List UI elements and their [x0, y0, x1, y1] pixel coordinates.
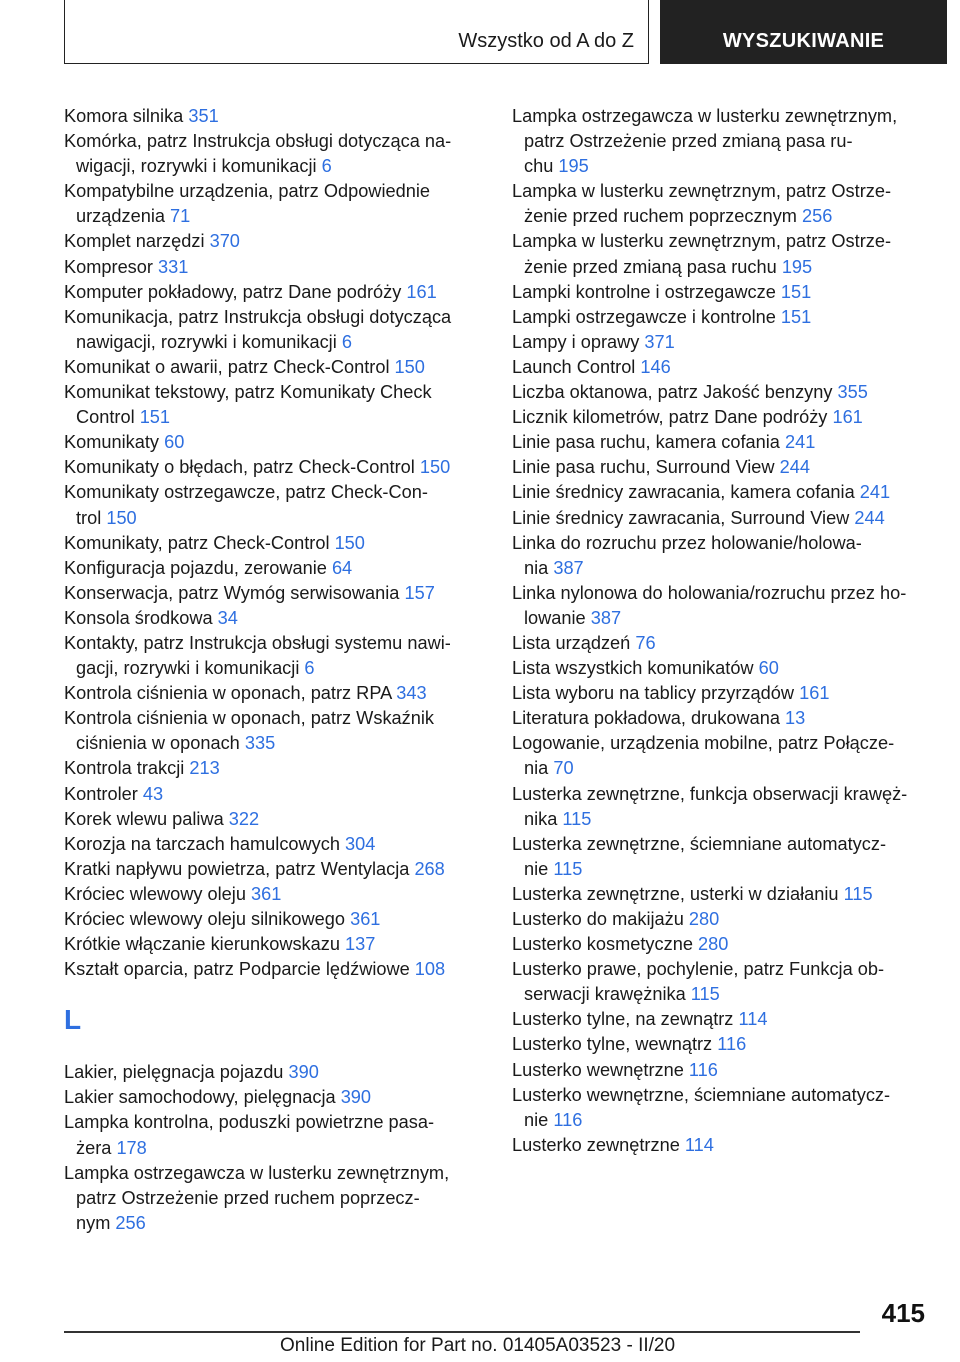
index-entry-term: Kontrola trakcji — [64, 758, 190, 779]
index-entry-term: Linka nylonowa do holowania/rozruchu przez ho- lowanie — [512, 582, 907, 628]
index-entry-term: Lusterko tylne, wewnątrz — [512, 1034, 718, 1055]
index-entry — [64, 807, 484, 832]
page-reference-link[interactable]: 387 — [553, 557, 584, 578]
index-entry-term: Komora silnika — [64, 106, 189, 126]
index-entry-term: Kontrola ciśnienia w oponach, patrz Wskaźnik ciśnienia w oponach — [64, 708, 434, 754]
index-entry — [64, 531, 484, 556]
index-entry — [512, 1083, 932, 1133]
index-entry-term: Kompatybilne urządzenia, patrz Odpowiednie urządzenia — [64, 181, 430, 227]
index-entry — [512, 957, 932, 1007]
page-reference-link[interactable]: 64 — [331, 557, 353, 578]
page-reference-link[interactable]: 114 — [738, 1009, 768, 1030]
index-entry-term: Lusterko zewnętrzne — [512, 1134, 685, 1155]
index-entry-term: Króciec wlewowy oleju silnikowego — [64, 909, 351, 929]
index-entry-term: Lampka ostrzegawcza w lusterku zewnętrznym, patrz Ostrzeżenie przed zmianą pasa ru- chu — [512, 106, 898, 177]
index-entry-term: Lakier samochodowy, pielęgnacja — [64, 1087, 341, 1108]
index-entry — [64, 229, 484, 254]
edition-note: Online Edition for Part no. 01405A03523 - II/20 — [280, 1335, 676, 1356]
index-entry — [512, 1133, 932, 1158]
index-entry — [64, 631, 484, 681]
index-entry — [64, 756, 484, 781]
index-entry — [512, 832, 932, 882]
index-entry — [512, 1032, 932, 1057]
index-entry — [512, 706, 932, 731]
index-entry — [512, 907, 932, 932]
index-entry-term: Kontroler — [64, 783, 143, 804]
index-entry-term: Komunikat tekstowy, patrz Komunikaty Check Control — [64, 382, 432, 428]
index-entry — [512, 681, 932, 706]
index-entry-term: Lusterka zewnętrzne, usterki w działaniu — [512, 883, 844, 904]
index-entry — [512, 280, 932, 305]
page-reference-link[interactable]: 195 — [781, 256, 813, 277]
page-reference-link[interactable]: 13 — [784, 708, 806, 729]
index-entry — [64, 556, 484, 581]
page-number: 415 — [881, 1298, 925, 1328]
index-entry — [64, 1085, 484, 1110]
index-entry-term: Liczba oktanowa, patrz Jakość benzyny — [512, 382, 838, 403]
page-reference-link[interactable]: 361 — [350, 909, 381, 929]
index-entry — [512, 631, 932, 656]
page-reference-link[interactable]: 241 — [859, 482, 891, 503]
page-reference-link[interactable]: 76 — [635, 632, 656, 653]
page-reference-link[interactable]: 371 — [644, 331, 675, 352]
section-title: Wszystko od A do Z — [458, 30, 634, 52]
page-reference-link[interactable]: 213 — [189, 758, 220, 779]
page-reference-link[interactable]: 34 — [217, 607, 238, 628]
page-reference-link[interactable]: 390 — [288, 1062, 319, 1083]
index-entry — [512, 932, 932, 957]
index-entry — [512, 380, 932, 405]
index-entry-term: Kontakty, patrz Instrukcja obsługi systemu nawi- gacji, rozrywki i komunikacji — [64, 632, 451, 679]
index-entry-term: Lampki ostrzegawcze i kontrolne — [512, 306, 781, 327]
index-entry-term: Króciec wlewowy oleju — [64, 883, 251, 904]
page-reference-link[interactable]: 178 — [116, 1137, 147, 1158]
page-reference-link[interactable]: 322 — [228, 808, 260, 829]
index-entry — [512, 305, 932, 330]
page-reference-link[interactable]: 6 — [341, 331, 352, 352]
index-entry-term: Lusterko tylne, na zewnątrz — [512, 1009, 739, 1030]
page-reference-link[interactable]: 116 — [553, 1109, 583, 1130]
index-entry-term: Linie pasa ruchu, Surround View — [512, 457, 780, 478]
page-reference-link[interactable]: 355 — [837, 382, 868, 403]
index-entry — [64, 1060, 484, 1085]
page-reference-link[interactable]: 71 — [170, 206, 191, 227]
index-entry — [64, 430, 484, 455]
index-entry — [512, 1058, 932, 1083]
page-reference-link[interactable]: 351 — [188, 106, 219, 126]
index-entry — [512, 455, 932, 480]
page-reference-link[interactable]: 361 — [251, 883, 282, 904]
page-reference-link[interactable]: 151 — [780, 281, 812, 302]
index-entry — [64, 782, 484, 807]
index-entry-term: Komunikacja, patrz Instrukcja obsługi dotycząca nawigacji, rozrywki i komunikacji — [64, 306, 452, 352]
index-entry-term: Kratki napływu powietrza, patrz Wentylacja — [64, 858, 415, 879]
page-reference-link[interactable]: 150 — [334, 532, 365, 553]
index-entry — [512, 731, 932, 781]
index-entry-term: Lampy i oprawy — [512, 331, 645, 352]
index-entry — [64, 455, 484, 480]
index-entry — [64, 832, 484, 857]
index-entry-term: Komórka, patrz Instrukcja obsługi dotycząca na- wigacji, rozrywki i komunikacji — [64, 131, 452, 177]
index-entry — [64, 480, 484, 530]
page-reference-link[interactable]: 116 — [688, 1059, 718, 1080]
page-reference-link[interactable]: 115 — [690, 984, 720, 1005]
page-reference-link[interactable]: 256 — [115, 1212, 146, 1233]
index-entry — [512, 882, 932, 907]
index-entry — [512, 355, 932, 380]
index-entry — [64, 932, 484, 957]
page-reference-link[interactable]: 6 — [321, 156, 332, 177]
index-entry — [512, 506, 932, 531]
index-entry-term: Lusterko kosmetyczne — [512, 934, 698, 955]
page-reference-link[interactable]: 108 — [414, 959, 446, 980]
page-reference-link[interactable]: 280 — [688, 909, 720, 929]
index-entry-term: Komunikaty o błędach, patrz Check-Control — [64, 457, 420, 478]
index-entry-term: Lusterko do makijażu — [512, 909, 689, 929]
index-entry — [512, 179, 932, 229]
index-entry-term: Komunikaty ostrzegawcze, patrz Check-Con- trol — [64, 482, 428, 528]
page-reference-link[interactable]: 195 — [558, 156, 589, 177]
page-reference-link[interactable]: 151 — [780, 306, 812, 327]
index-entry-term: Lista urządzeń — [512, 632, 636, 653]
page-reference-link[interactable]: 161 — [832, 407, 863, 428]
index-group-l — [64, 1060, 484, 1236]
index-entry — [512, 405, 932, 430]
index-entry-term: Literatura pokładowa, drukowana — [512, 708, 785, 729]
index-entry-term: Konserwacja, patrz Wymóg serwisowania — [64, 582, 405, 603]
page-reference-link[interactable]: 387 — [590, 607, 622, 628]
page-reference-link[interactable]: 60 — [164, 432, 185, 453]
index-entry-term: Komunikat o awarii, patrz Check-Control — [64, 356, 395, 377]
index-entry-term: Linie średnicy zawracania, Surround View — [512, 507, 855, 528]
search-tab-label: WYSZUKIWANIE — [722, 30, 885, 52]
index-entry — [512, 656, 932, 681]
footer-divider — [64, 1331, 860, 1333]
index-entry-term: Konfiguracja pojazdu, zerowanie — [64, 557, 332, 578]
page-reference-link[interactable]: 114 — [684, 1134, 714, 1155]
page-reference-link[interactable]: 244 — [779, 457, 810, 478]
index-entry — [64, 104, 484, 129]
page-reference-link[interactable]: 60 — [758, 658, 779, 679]
index-entry-term: Konsola środkowa — [64, 607, 218, 628]
page-reference-link[interactable]: 241 — [784, 432, 816, 453]
section-letter: L — [64, 1004, 82, 1036]
index-entry — [64, 129, 484, 179]
index-entry-term: Lusterka zewnętrzne, ściemniane automatycz- nie — [512, 833, 887, 879]
index-entry-term: Linie średnicy zawracania, kamera cofania — [512, 482, 860, 503]
index-entry-term: Lampka ostrzegawcza w lusterku zewnętrznym, patrz Ostrzeżenie przed ruchem poprzecz- nym — [64, 1162, 450, 1233]
page-reference-link[interactable]: 43 — [142, 783, 164, 804]
index-entry-term: Lusterka zewnętrzne, funkcja obserwacji krawęż- nika — [512, 783, 908, 829]
index-entry — [512, 531, 932, 581]
index-entry-term: Krótkie włączanie kierunkowskazu — [64, 934, 346, 955]
index-entry — [64, 380, 484, 430]
page-reference-link[interactable]: 115 — [562, 808, 592, 829]
page-reference-link[interactable]: 70 — [553, 758, 574, 779]
page-reference-link[interactable]: 6 — [304, 658, 315, 679]
index-entry-term: Logowanie, urządzenia mobilne, patrz Połącze- nia — [512, 733, 895, 779]
page-reference-link[interactable]: 370 — [209, 231, 240, 252]
index-entry-term: Lista wszystkich komunikatów — [512, 658, 759, 679]
index-entry — [64, 1161, 484, 1236]
index-entry-term: Lusterko wewnętrzne, ściemniane automatycz- nie — [512, 1084, 891, 1130]
page-reference-link[interactable]: 150 — [106, 507, 137, 528]
page-reference-link[interactable]: 390 — [340, 1087, 372, 1108]
index-entry-term: Korek wlewu paliwa — [64, 808, 229, 829]
index-entry-term: Lampki kontrolne i ostrzegawcze — [512, 281, 781, 302]
index-entry — [64, 355, 484, 380]
index-entry-term: Komunikaty — [64, 432, 165, 453]
index-entry-term: Licznik kilometrów, patrz Dane podróży — [512, 407, 833, 428]
index-entry-term: Kontrola ciśnienia w oponach, patrz RPA — [64, 683, 397, 704]
page-reference-link[interactable]: 150 — [394, 356, 425, 377]
index-entry — [64, 681, 484, 706]
index-entry — [64, 706, 484, 756]
index-column-right — [512, 104, 932, 1158]
page-reference-link[interactable]: 280 — [698, 934, 729, 955]
index-entry-term: Kształt oparcia, patrz Podparcie lędźwiowe — [64, 959, 415, 980]
index-entry-term: Komunikaty, patrz Check-Control — [64, 532, 335, 553]
index-entry-term: Kompresor — [64, 256, 159, 277]
index-entry-term: Lakier, pielęgnacja pojazdu — [64, 1062, 289, 1083]
page-reference-link[interactable]: 137 — [345, 934, 376, 955]
page-reference-link[interactable]: 256 — [802, 206, 833, 227]
index-entry-term: Lampka kontrolna, poduszki powietrzne pasa- żera — [64, 1112, 435, 1158]
page-reference-link[interactable]: 116 — [717, 1034, 747, 1055]
index-entry — [64, 1110, 484, 1160]
index-entry — [512, 782, 932, 832]
page-reference-link[interactable]: 268 — [414, 858, 445, 879]
page-reference-link[interactable]: 150 — [419, 457, 451, 478]
index-entry — [64, 907, 484, 932]
index-entry — [64, 255, 484, 280]
page-reference-link[interactable]: 161 — [799, 683, 830, 704]
index-entry — [512, 330, 932, 355]
page-reference-link[interactable]: 115 — [843, 883, 873, 904]
index-entry-term: Launch Control — [512, 356, 641, 377]
index-entry-term: Lampka w lusterku zewnętrznym, patrz Ostrze- żenie przed zmianą pasa ruchu — [512, 231, 892, 277]
index-entry-term: Lusterko prawe, pochylenie, patrz Funkcja ob- serwacji krawężnika — [512, 959, 885, 1005]
page-reference-link[interactable]: 331 — [158, 256, 189, 277]
page-reference-link[interactable]: 115 — [553, 858, 583, 879]
index-entry-term: Komputer pokładowy, patrz Dane podróży — [64, 281, 407, 302]
page-reference-link[interactable]: 161 — [406, 281, 437, 302]
page-reference-link[interactable]: 244 — [854, 507, 885, 528]
search-tab[interactable] — [660, 0, 947, 64]
index-entry-term: Komplet narzędzi — [64, 231, 210, 252]
index-entry — [64, 581, 484, 606]
index-group-k — [64, 104, 484, 982]
index-entry — [64, 882, 484, 907]
index-entry — [512, 581, 932, 631]
index-entry — [512, 430, 932, 455]
page-reference-link[interactable]: 157 — [404, 582, 435, 603]
index-column-left — [64, 104, 484, 1236]
index-entry — [64, 280, 484, 305]
index-entry — [64, 606, 484, 631]
index-entry — [512, 229, 932, 279]
index-entry-term: Linka do rozruchu przez holowanie/holowa- nia — [512, 532, 862, 578]
page-reference-link[interactable]: 335 — [244, 733, 276, 754]
index-entry — [512, 104, 932, 179]
page-reference-link[interactable]: 343 — [396, 683, 427, 704]
index-entry — [64, 857, 484, 882]
index-entry-term: Lista wyboru na tablicy przyrządów — [512, 683, 800, 704]
index-entry-term: Korozja na tarczach hamulcowych — [64, 833, 346, 854]
page-reference-link[interactable]: 304 — [345, 833, 376, 854]
index-entry-term: Lampka w lusterku zewnętrznym, patrz Ostrze- żenie przed ruchem poprzecznym — [512, 181, 892, 227]
index-entry — [512, 480, 932, 505]
index-entry — [64, 179, 484, 229]
index-entry-term: Linie pasa ruchu, kamera cofania — [512, 432, 785, 453]
page-reference-link[interactable]: 151 — [139, 407, 171, 428]
page-reference-link[interactable]: 146 — [640, 356, 671, 377]
index-entry-term: Lusterko wewnętrzne — [512, 1059, 689, 1080]
index-entry — [64, 305, 484, 355]
index-entry — [64, 957, 484, 982]
index-entry — [512, 1007, 932, 1032]
